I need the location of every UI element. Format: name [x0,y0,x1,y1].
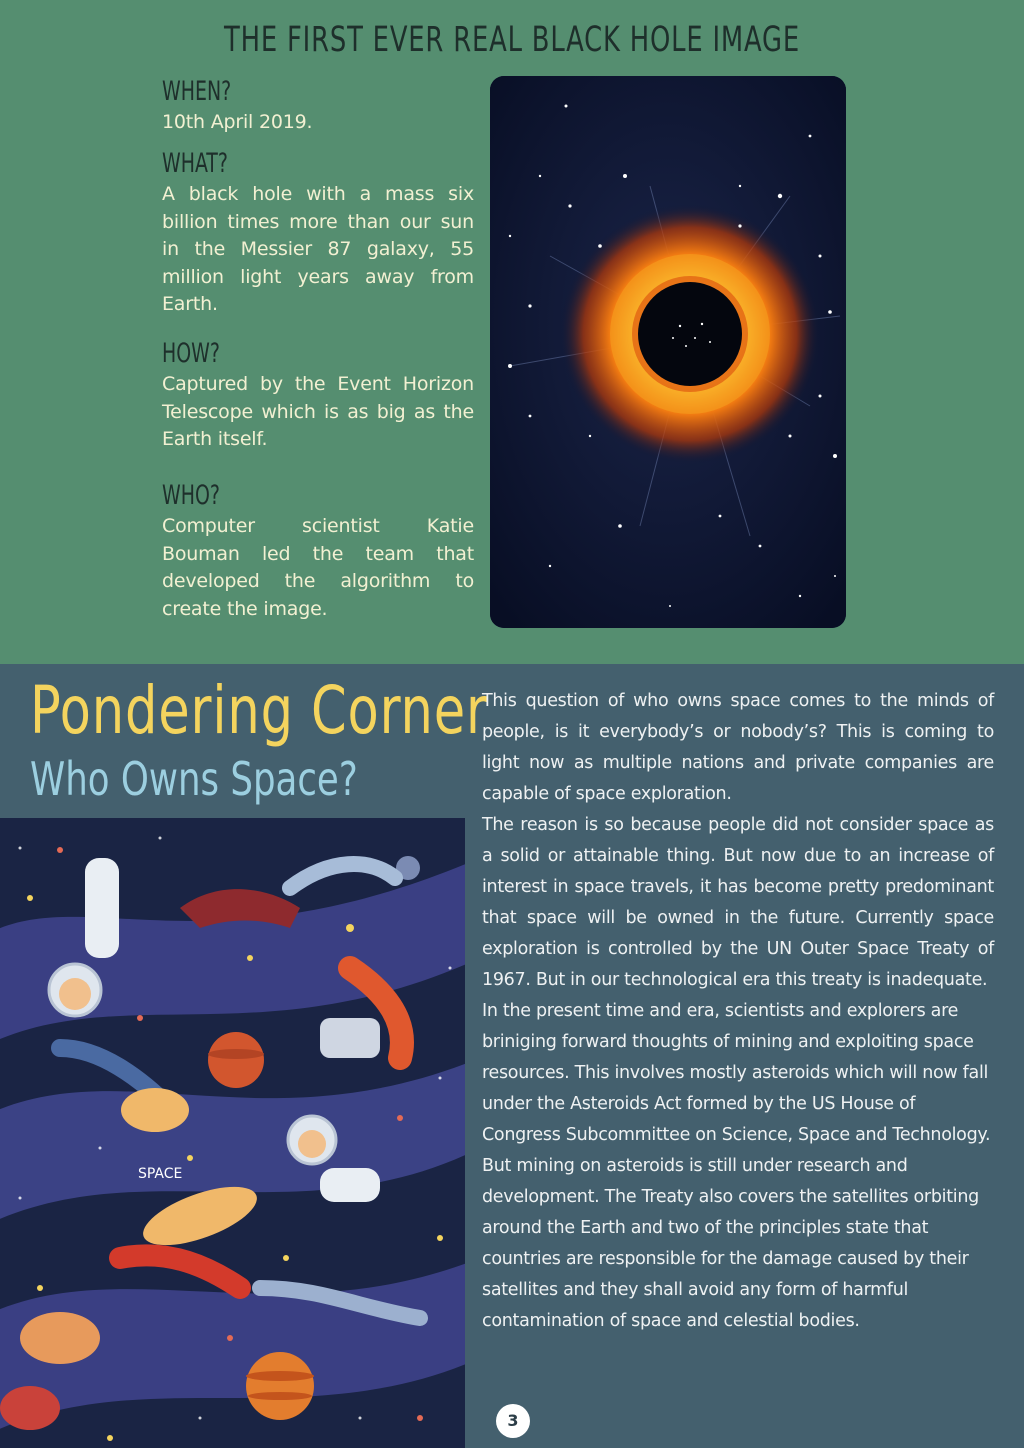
section-title: Pondering Corner [30,672,488,749]
fact-what [162,148,474,319]
fact-question: HOW? [162,338,220,369]
black-hole-section [0,0,1024,664]
article-body [482,686,994,1337]
fact-when [162,76,474,137]
astronauts-illustration [0,818,465,1448]
article-paragraph: This question of who owns space comes to the minds of people, is it everybody’s or nobody’s? This is coming to light now as multiple nations and private companies are capable of space exploration. [482,691,994,804]
fact-who [162,480,474,623]
article-paragraph: The reason is so because people did not consider space as a solid or attainable thing. But now due to an increase of interest in space travels, it has become pretty predominant that space will be owned in the future. Currently space exploration is controlled by the UN Outer Space Treaty of 1967. But in our technological era this treaty is inadequate. [482,815,994,990]
fact-question: WHEN? [162,76,232,107]
section-subtitle: Who Owns Space? [30,752,358,806]
fact-how [162,338,474,454]
article-paragraph: In the present time and era, scientists and explorers are briniging forward thoughts of mining and exploiting space resources. This involves mostly asteroids which will now fall under the Asteroids Act formed by the US House of Congress Subcommittee on Science, Space and Technology. But mining on asteroids is still under research and development. The Treaty also covers the satellites orbiting around the Earth and two of the principles state that countries are responsible for the damage caused by their satellites and they shall avoid any form of harmful contamination of space and celestial bodies. [482,1001,991,1331]
space-label: SPACE [138,1166,183,1182]
page-title: THE FIRST EVER REAL BLACK HOLE IMAGE [224,20,800,60]
black-hole-illustration [490,76,846,628]
fact-question: WHAT? [162,148,228,179]
fact-question: WHO? [162,480,220,511]
fact-answer: A black hole with a mass six billion times more than our sun in the Messier 87 galaxy, 55 million light years away from Earth. [162,183,474,315]
fact-answer: Captured by the Event Horizon Telescope which is as big as the Earth itself. [162,373,474,450]
black-hole-image [490,76,846,628]
fact-answer: Computer scientist Katie Bouman led the team that developed the algorithm to create the image. [162,515,474,620]
space-people-artwork [0,818,465,1448]
page-number: 3 [496,1404,530,1438]
fact-answer: 10th April 2019. [162,111,313,133]
